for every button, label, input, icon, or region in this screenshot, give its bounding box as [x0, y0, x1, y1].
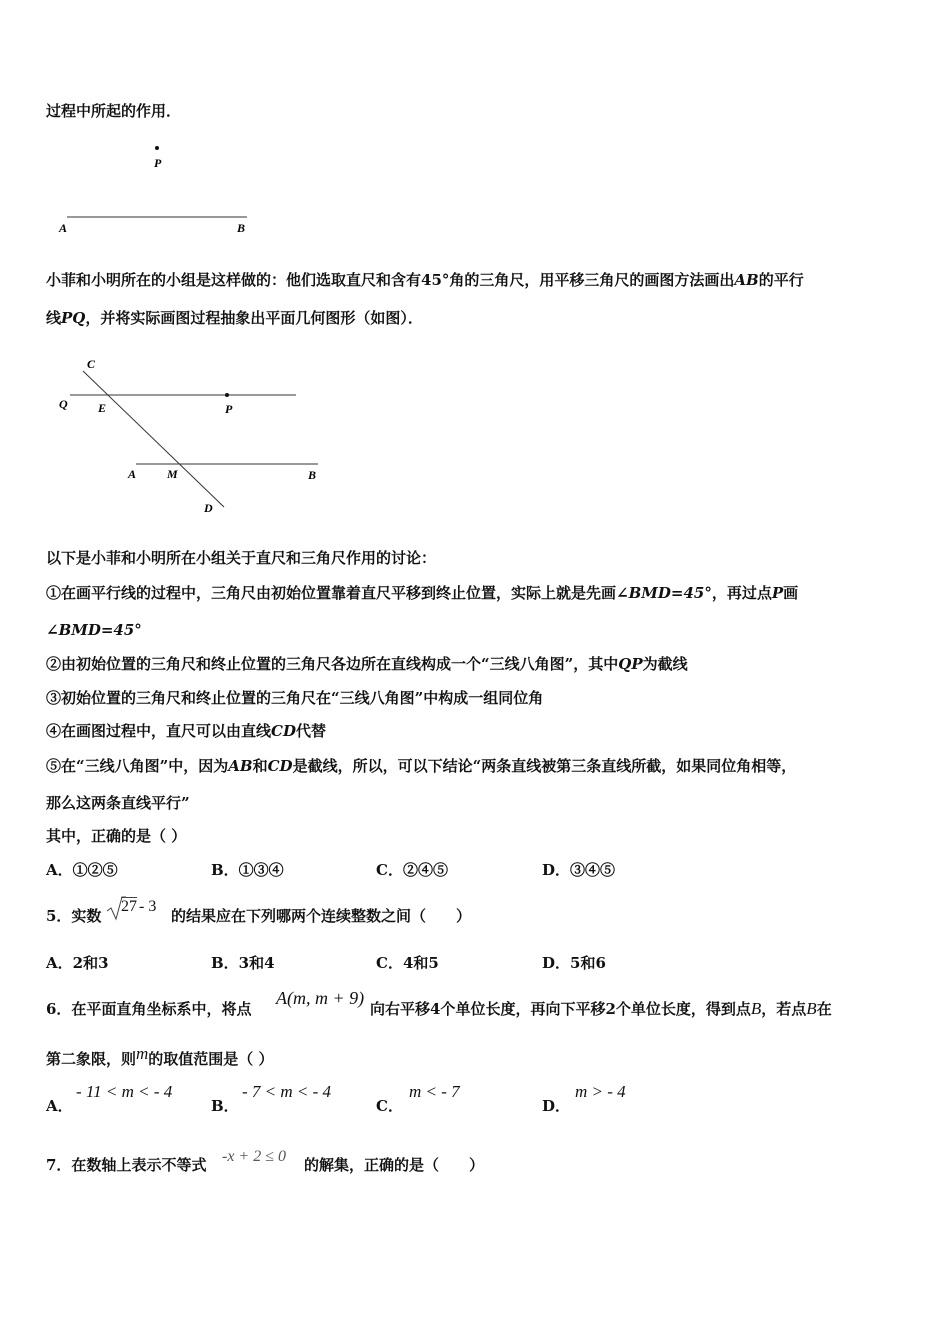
- statement-3: ③初始位置的三角尺和终止位置的三角尺在“三线八角图”中构成一组同位角: [46, 689, 544, 707]
- point-p-dot: [155, 146, 159, 150]
- statement-2: ②由初始位置的三角尺和终止位置的三角尺各边所在直线构成一个“三线八角图”，其中QP为截线: [46, 655, 688, 673]
- label-a: A: [128, 467, 137, 481]
- q6-option-d-label[interactable]: D．: [542, 1097, 571, 1115]
- line-cd: [83, 371, 224, 507]
- label-a: A: [59, 221, 68, 235]
- question-6-translation: 向右平移4个单位长度，再向下平移2个单位长度，得到点B，若点B在: [370, 999, 832, 1018]
- q6-option-c-expr[interactable]: m < - 7: [409, 1082, 460, 1101]
- q6-point-a: A(m, m + 9): [276, 988, 365, 1008]
- method-line-2: 线PQ，并将实际画图过程抽象出平面几何图形（如图）．: [46, 309, 423, 327]
- q6-option-d-expr[interactable]: m > - 4: [575, 1082, 626, 1101]
- question-6-line-2: 第二象限，则m的取值范围是（ ）: [46, 1044, 274, 1068]
- q6-option-b-expr[interactable]: - 7 < m < - 4: [242, 1082, 332, 1101]
- q6-option-c-label[interactable]: C．: [376, 1097, 403, 1115]
- q4-option-c[interactable]: C．②④⑤: [376, 861, 448, 879]
- figure-parallel-construction: [50, 350, 340, 520]
- q6-option-a-expr[interactable]: - 11 < m < - 4: [76, 1082, 173, 1101]
- figure-point-line-ab: [50, 140, 260, 240]
- question-6-num: 6．在平面直角坐标系中，将点: [46, 1000, 252, 1018]
- question-7-num: 7．在数轴上表示不等式: [46, 1156, 207, 1174]
- q4-option-a[interactable]: A．①②⑤: [46, 861, 118, 879]
- question-4-prompt: 其中，正确的是（ ）: [46, 827, 187, 845]
- q5-minus-three: - 3: [139, 898, 157, 915]
- q6-option-a-label[interactable]: A．: [46, 1097, 73, 1115]
- discussion-intro: 以下是小菲和小明所在小组关于直尺和三角尺作用的讨论：: [46, 549, 437, 567]
- question-5-rest: 的结果应在下列哪两个连续整数之间（ ）: [171, 907, 472, 925]
- label-p: P: [154, 156, 162, 170]
- statement-4: ④在画图过程中，直尺可以由直线CD代替: [46, 722, 326, 740]
- label-d: D: [204, 501, 213, 515]
- q5-option-d[interactable]: D．5和6: [542, 954, 606, 972]
- label-q: Q: [59, 397, 68, 411]
- q4-option-b[interactable]: B．①③④: [211, 861, 284, 879]
- label-b: B: [237, 221, 246, 235]
- statement-1-line-2: ∠BMD=45°: [46, 621, 142, 639]
- label-m: M: [167, 467, 178, 481]
- label-e: E: [98, 401, 107, 415]
- method-line-1: 小菲和小明所在的小组是这样做的：他们选取直尺和含有45°角的三角尺，用平移三角尺的画图方法画出AB的平行: [46, 271, 804, 289]
- label-p: P: [225, 402, 233, 416]
- question-5-num: 5．实数: [46, 907, 102, 925]
- intro-text: 过程中所起的作用．: [46, 102, 182, 120]
- q4-option-d[interactable]: D．③④⑤: [542, 861, 616, 879]
- label-c: C: [87, 357, 96, 371]
- statement-5-line-2: 那么这两条直线平行”: [46, 794, 190, 812]
- q6-option-b-label[interactable]: B．: [211, 1097, 239, 1115]
- label-b: B: [308, 468, 317, 482]
- statement-5-line-1: ⑤在“三线八角图”中，因为AB和CD是截线，所以，可以下结论“两条直线被第三条直线所截，如果同位角相等，: [46, 757, 797, 775]
- statement-1-line-1: ①在画平行线的过程中，三角尺由初始位置靠着直尺平移到终止位置，实际上就是先画∠BMD=45°，再过点P画: [46, 584, 799, 602]
- q5-option-b[interactable]: B．3和4: [211, 954, 275, 972]
- q5-option-a[interactable]: A．2和3: [46, 954, 109, 972]
- point-p-dot: [225, 393, 229, 397]
- q5-radicand: 27: [121, 898, 137, 915]
- q7-inequality: -x + 2 ≤ 0: [222, 1148, 287, 1165]
- q5-option-c[interactable]: C．4和5: [376, 954, 439, 972]
- question-7-rest: 的解集，正确的是（ ）: [304, 1156, 485, 1174]
